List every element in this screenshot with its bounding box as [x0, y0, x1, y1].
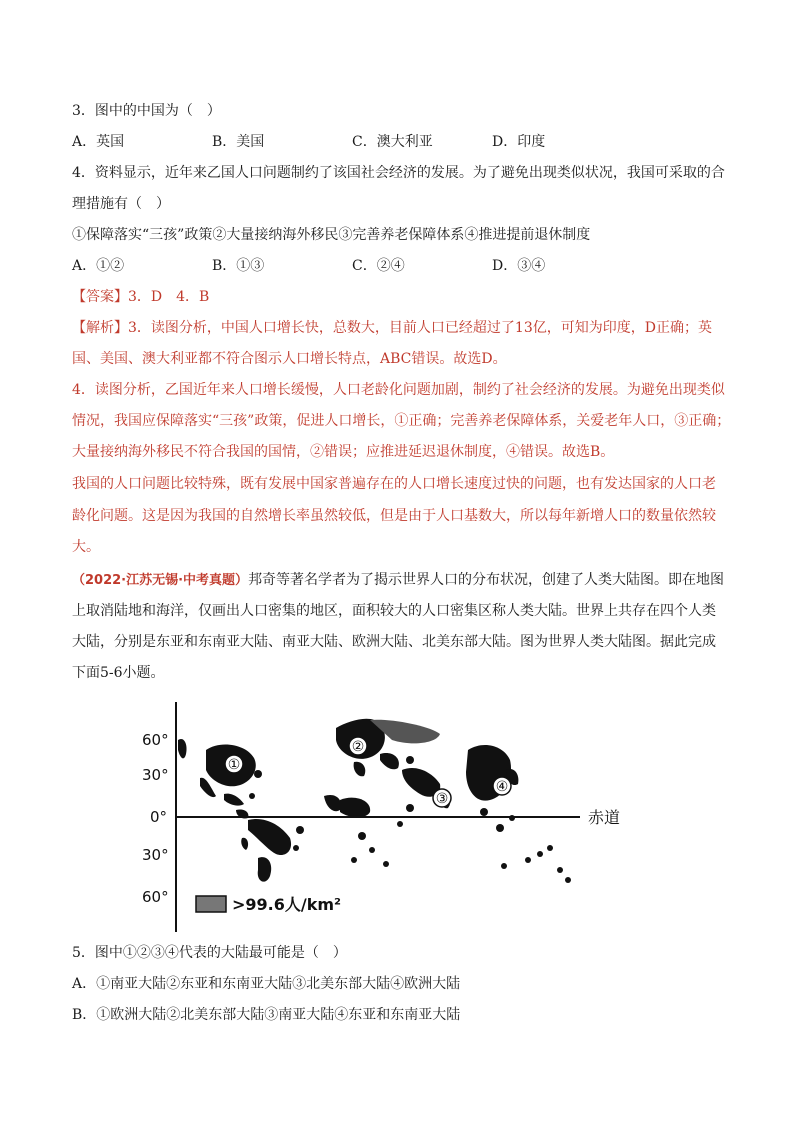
lat-label-30s: 30°	[142, 846, 169, 864]
human-continents-map	[140, 700, 640, 935]
analysis-line5: 大量接纳海外移民不符合我国的国情，②错误；应推进延迟退休制度，④错误。故选B。	[72, 444, 615, 460]
answer-label: 【答案】	[72, 289, 128, 305]
marker-1: ①	[227, 757, 241, 773]
answer-line	[72, 287, 209, 307]
passage-line4: 下面5-6小题。	[72, 665, 165, 681]
q5-stem: 5．图中①②③④代表的大陆最可能是（ ）	[72, 945, 347, 961]
lat-label-30n: 30°	[142, 766, 169, 784]
analysis-line7: 龄化问题。这是因为我国的自然增长率虽然较低，但是由于人口基数大，所以每年新增人口的数量依然较	[72, 508, 716, 524]
q4-option-b: B．①③	[212, 258, 265, 274]
q3-option-d: D．印度	[492, 134, 546, 150]
q5-option-a: A．①南亚大陆②东亚和东南亚大陆③北美东部大陆④欧洲大陆	[72, 976, 461, 992]
analysis-line6: 我国的人口问题比较特殊，既有发展中国家普遍存在的人口增长速度过快的问题，也有发达国家的人口老	[72, 476, 716, 492]
lat-label-0: 0°	[150, 808, 168, 826]
passage-line1	[72, 570, 724, 591]
legend-label: >99.6人/km²	[232, 895, 342, 914]
q3-option-a: A．英国	[72, 134, 125, 150]
analysis-line2: 国、美国、澳大利亚都不符合图示人口增长特点，ABC错误。故选D。	[72, 351, 507, 367]
passage-line2: 上取消陆地和海洋，仅画出人口密集的地区，面积较大的人口密集区称人类大陆。世界上共存在四个人类	[72, 603, 716, 619]
passage-line3: 大陆，分别是东亚和东南亚大陆、南亚大陆、欧洲大陆、北美东部大陆。图为世界人类大陆图。据此完成	[72, 634, 716, 650]
south-america-blobs	[241, 819, 304, 882]
oceania-dots	[501, 845, 571, 883]
q4-option-d: D．③④	[492, 258, 546, 274]
analysis-line3: 4．读图分析，乙国近年来人口增长缓慢，人口老龄化问题加剧，制约了社会经济的发展。为避免出现类似	[72, 382, 725, 398]
q4-option-c: C．②④	[352, 258, 405, 274]
analysis-line4: 情况，我国应保障落实“三孩”政策，促进人口增长，①正确；完善养老保障体系，关爱老年人口，③正确；	[72, 413, 731, 429]
q3-option-c: C．澳大利亚	[352, 134, 433, 150]
answer-text: 3．D 4．B	[128, 289, 210, 305]
legend-swatch	[196, 896, 226, 912]
marker-4: ④	[495, 779, 509, 795]
analysis-line8: 大。	[72, 539, 100, 555]
q4-measures: ①保障落实“三孩”政策②大量接纳海外移民③完善养老保障体系④推进提前退休制度	[72, 227, 591, 243]
marker-2: ②	[351, 739, 365, 755]
q3-stem: 3．图中的中国为（ ）	[72, 103, 221, 119]
q4-option-a: A．①②	[72, 258, 125, 274]
north-america-blobs	[178, 739, 262, 819]
lat-label-60s: 60°	[142, 888, 169, 906]
analysis-line1	[72, 318, 712, 338]
africa-blobs	[324, 795, 414, 867]
equator-label: 赤道	[588, 808, 621, 827]
q3-option-b: B．美国	[212, 134, 265, 150]
q4-stem-line1: 4．资料显示，近年来乙国人口问题制约了该国社会经济的发展。为了避免出现类似状况，我国可采取的合	[72, 165, 725, 181]
q4-stem-line2: 理措施有（ ）	[72, 196, 170, 212]
passage-text-1: 邦奇等著名学者为了揭示世界人口的分布状况，创建了人类大陆图。即在地图	[248, 572, 725, 588]
q5-option-b: B．①欧洲大陆②北美东部大陆③南亚大陆④东亚和东南亚大陆	[72, 1007, 461, 1023]
marker-3: ③	[435, 791, 449, 807]
analysis-label: 【解析】	[72, 320, 128, 336]
lat-label-60n: 60°	[142, 731, 169, 749]
passage-source: （2022·江苏无锡·中考真题）	[72, 573, 249, 588]
analysis-text-1: 3．读图分析，中国人口增长快，总数大，目前人口已经超过了13亿，可知为印度，D正确；英	[128, 320, 712, 336]
